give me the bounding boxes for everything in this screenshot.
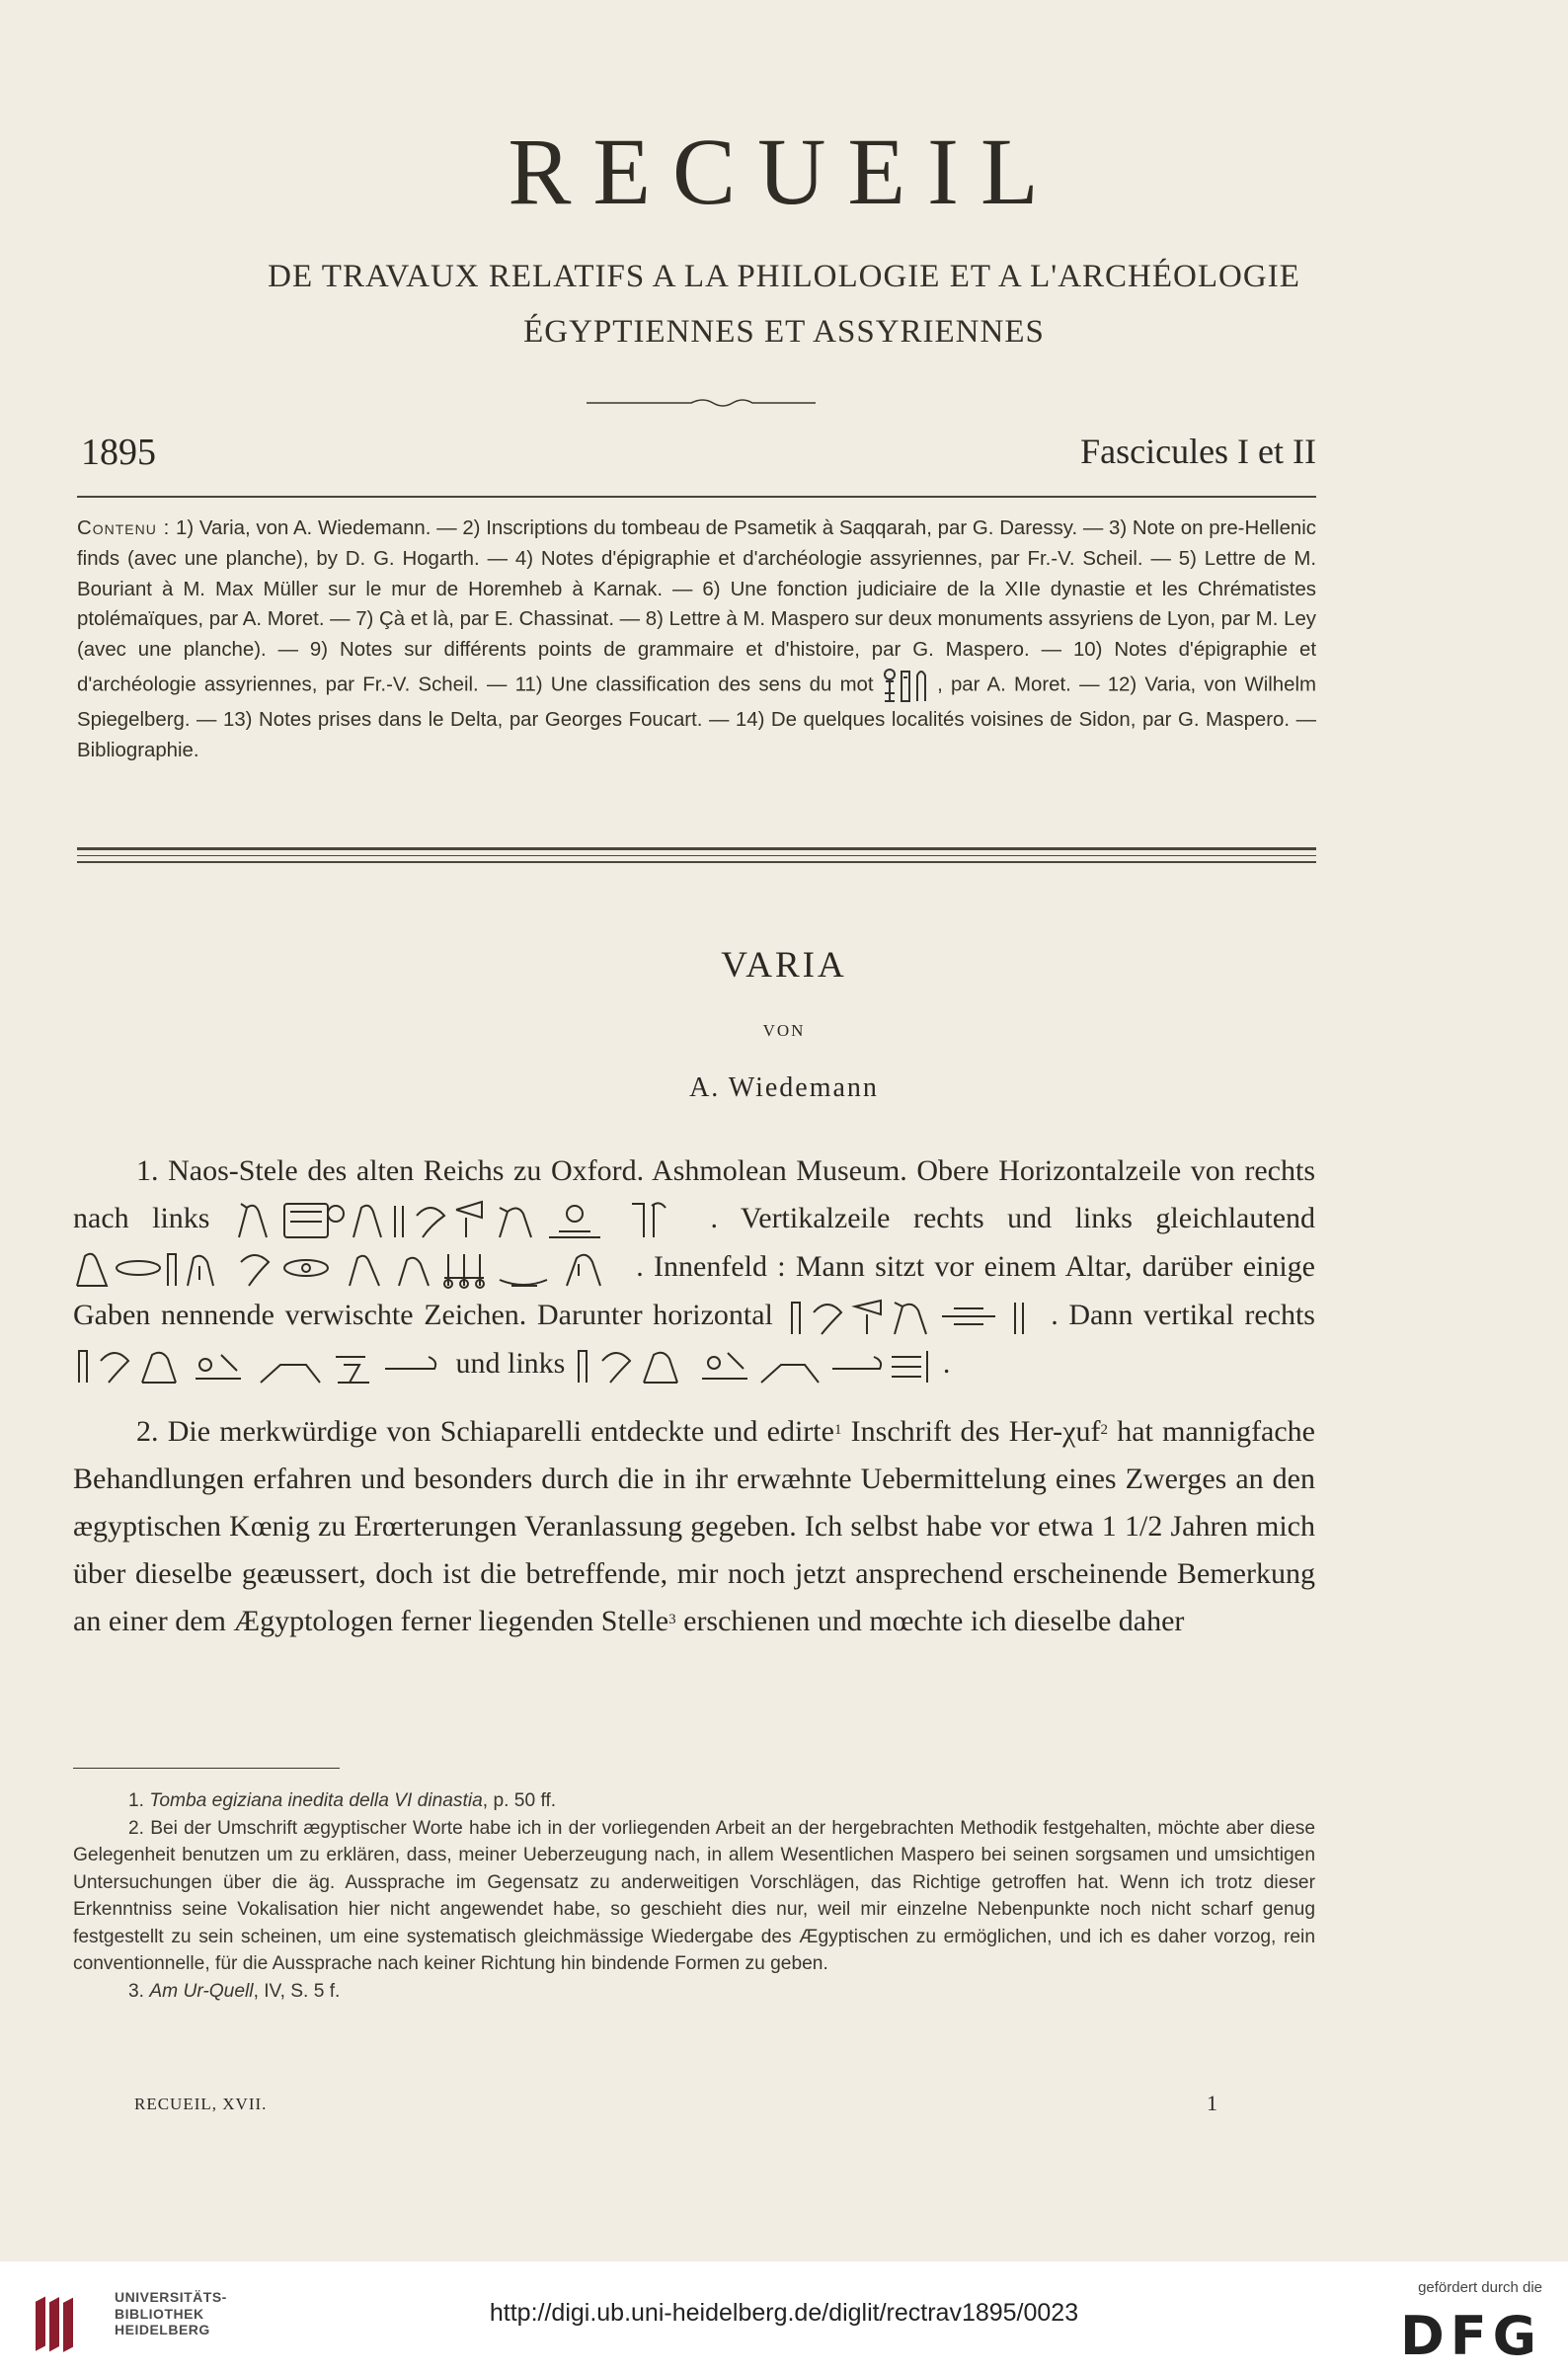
p1-text-c: . Innenfeld : Mann sitzt vor einem Altar, darüber einige Gaben nennende verwischte Zeichen. Darunter horizontal (73, 1250, 1315, 1332)
p1-text-d: . Dann vertikal rechts (1051, 1299, 1315, 1332)
library-name-line3: HEIDELBERG (115, 2322, 210, 2337)
p1-text-a: 1. Naos-Stele des alten Reichs zu Oxford. Ashmolean Museum. Obere Horizontalzeile von rechts nach links (73, 1154, 1315, 1234)
library-name-line2: BIBLIOTHEK (115, 2305, 204, 2322)
p1-text-f: . (942, 1347, 951, 1381)
p1-text-e: und links (455, 1347, 566, 1381)
footnote-1-number: 1. (128, 1790, 145, 1811)
hieroglyph-group-5-icon (573, 1343, 691, 1388)
ornament-divider (0, 393, 1568, 417)
p2-text-a: 2. Die merkwürdige von Schiaparelli entdeckte und edirte (136, 1415, 834, 1449)
footnote-rule (73, 1768, 340, 1769)
hieroglyph-group-3-icon (784, 1295, 1041, 1340)
p2-text-c: hat mannigfache Behandlungen erfahren und besonders durch die in ihr erwæhnte Uebermittelung eines Zwerges an den ægyptischen Kœnig zu Erœrterungen Veranlassung gegeben. Ich selbst habe vor etwa 1 1/2 Jahren mich über dieselbe geæussert, doch ist die betreffende, mir noch jetzt ansprechend erscheinende Bemerkung an einer dem Ægyptologen ferner liegenden Stelle (73, 1415, 1316, 1638)
contents-rule-2 (77, 855, 1316, 856)
hieroglyph-group-6-icon (698, 1343, 935, 1388)
hieroglyph-group-4-icon (73, 1343, 448, 1388)
footnote-2: 2. Bei der Umschrift ægyptischer Worte habe ich in der vorliegenden Arbeit an der hergebrachten Methodik festgehalten, möchte aber diese Gelegenheit benutzen um zu erklären, dass, meiner Ueberzeugung nach, in allem Wesentlichen Maspero bei seinen sorgsamen und umsichtigen Untersuchungen über die äg. Aussprache im Gegensatz zu anderweitigen Vorschlägen, das Richtige getroffen hat. Wenn ich trotz dieser Erkenntniss seine Vokalisation hier nicht angewendet habe, so geschieht dies nur, weil mir einzelne Nebenpunkte noch nicht scharf genug festgestellt zu sein scheinen, um eine systematisch gleichmässige Wiedergabe des Ægyptischen zu ermöglichen, und ich es daher vorzog, rein conventionnelle, für die Aussprache nach keiner Richtung hin bindende Formen zu geben. (73, 1817, 1315, 1974)
dfg-logo[interactable]: DFG (1399, 2305, 1542, 2367)
funding-note: gefördert durch die (1418, 2279, 1542, 2296)
footnote-1 (73, 1787, 1315, 1815)
journal-title: RECUEIL (508, 119, 1060, 224)
contents-rule-1 (77, 847, 1316, 850)
hieroglyph-group-1-icon (233, 1198, 687, 1243)
footnote-ref-1[interactable]: 1 (833, 1422, 842, 1439)
footnote-3 (73, 1978, 1315, 2006)
footnote-3-number: 3. (128, 1980, 145, 2002)
article-title: VARIA (721, 945, 847, 986)
issue-year: 1895 (81, 432, 156, 473)
article-body (73, 1148, 1315, 1645)
permalink-url[interactable]: http://digi.ub.uni-heidelberg.de/diglit/rectrav1895/0023 (489, 2299, 1079, 2327)
article-byline-prefix: VON (762, 1021, 806, 1040)
footnote-3-title: Am Ur-Quell (149, 1980, 254, 2002)
journal-subtitle-line2: ÉGYPTIENNES ET ASSYRIENNES (523, 314, 1045, 350)
contents-text-part1: 1) Varia, von A. Wiedemann. — 2) Inscriptions du tombeau de Psametik à Saqqarah, par G. Daressy. — 3) Note on pre-Hellenic finds (avec une planche), by D. G. Hogarth. — 4) Notes d'épigraphie et d'archéologie assyriennes, par Fr.-V. Scheil. — 5) Lettre de M. Bouriant à M. Max Müller sur le mur de Horemheb à Karnak. — 6) Une fonction judiciaire de la XIIe dynastie et les Chrématistes ptolémaïques, par A. Moret. — 7) Çà et là, par E. Chassinat. — 8) Lettre à M. Maspero sur deux monuments assyriens de Lyon, par M. Ley (avec une planche). — 9) Notes sur différents points de grammaire et d'histoire, par G. Maspero. — 10) Notes d'épigraphie et d'archéologie assyriennes, par Fr.-V. Scheil. — 11) Une classification des sens du mot (77, 517, 1316, 696)
header-rule (77, 496, 1316, 498)
footnote-1-title: Tomba egiziana inedita della VI dinastia (149, 1790, 483, 1811)
footnote-3-rest: , IV, S. 5 f. (253, 1980, 341, 2002)
footnote-1-rest: , p. 50 ff. (482, 1790, 557, 1811)
hieroglyph-word-icon (882, 666, 929, 705)
page-number: 1 (1207, 2091, 1217, 2115)
p1-text-b: . Vertikalzeile rechts und links gleichlautend (710, 1202, 1316, 1234)
p2-text-b: Inschrift des Her-χuf (841, 1415, 1101, 1449)
contents-rule-3 (77, 861, 1316, 863)
paragraph-2 (73, 1408, 1315, 1645)
issue-fascicle: Fascicules I et II (1080, 432, 1316, 471)
p2-text-d: erschienen und mœchte ich dieselbe daher (675, 1605, 1185, 1638)
contents-text-part2: , par A. Moret. — 12) Varia, von Wilhelm Spiegelberg. — 13) Notes prises dans le Delta, par Georges Foucart. — 14) De quelques localités voisines de Sidon, par G. Maspero. — Bibliographie. (77, 673, 1317, 761)
article-author: A. Wiedemann (689, 1072, 879, 1103)
library-name-line1: UNIVERSITÄTS- (115, 2289, 227, 2305)
paragraph-1 (73, 1148, 1315, 1388)
footnote-ref-3[interactable]: 3 (668, 1612, 676, 1628)
contents-label: Contenu : (77, 517, 171, 539)
journal-subtitle-line1: DE TRAVAUX RELATIFS A LA PHILOLOGIE ET A L'ARCHÉOLOGIE (268, 259, 1300, 294)
footnotes (73, 1787, 1315, 2005)
running-footer-title: RECUEIL, XVII. (134, 2095, 268, 2113)
hieroglyph-group-2-icon (73, 1246, 626, 1292)
footnote-ref-2[interactable]: 2 (1100, 1422, 1108, 1439)
library-footer-bar (0, 2261, 1568, 2375)
table-of-contents (77, 514, 1316, 766)
